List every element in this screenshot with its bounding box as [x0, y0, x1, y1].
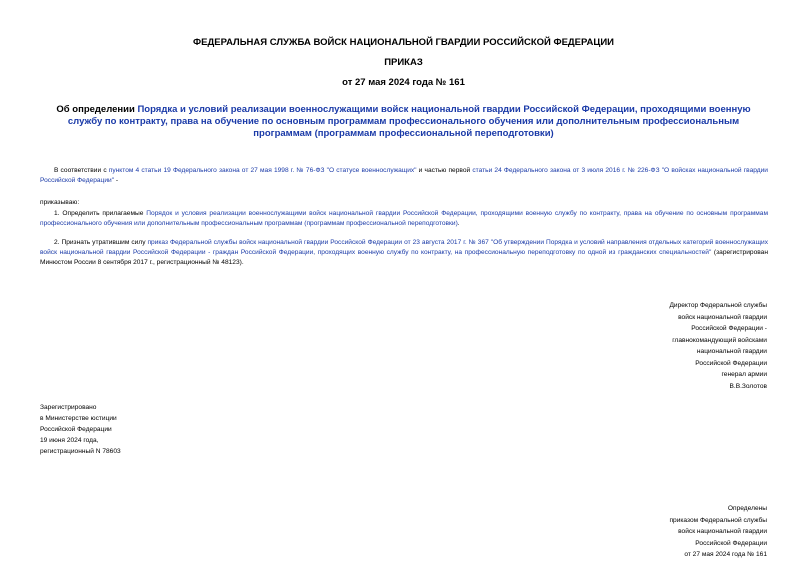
approval-line: Определены: [727, 505, 767, 512]
signature-name: В.В.Золотов: [729, 382, 767, 390]
signature-line: национальной гвардии: [696, 348, 767, 355]
registration-line: 19 июня 2024 года,: [40, 437, 99, 444]
approval-line: от 27 мая 2024 года № 161: [684, 551, 767, 558]
item1-text-2: .: [457, 220, 460, 227]
preamble-text-1: В соответствии с: [54, 167, 109, 174]
registration-block: [40, 402, 240, 457]
preamble-text-3: -: [114, 177, 119, 184]
signature-line: Российской Федерации: [695, 359, 767, 367]
signature-line: Директор Федеральной службы: [669, 302, 767, 309]
signature-line: Российской Федерации -: [691, 325, 767, 332]
title-prefix: Об определении: [56, 104, 138, 115]
registration-line: Российской Федерации: [40, 426, 112, 433]
organization-heading: ФЕДЕРАЛЬНАЯ СЛУЖБА ВОЙСК НАЦИОНАЛЬНОЙ ГВАРДИИ РОССИЙСКОЙ ФЕДЕРАЦИИ: [193, 37, 614, 48]
director-signature-block: [617, 300, 767, 392]
signature-line: генерал армии: [721, 371, 767, 378]
approval-block: [617, 503, 767, 561]
approval-line: войск национальной гвардии: [678, 528, 767, 535]
registration-line: Зарегистрировано: [40, 404, 97, 411]
approval-line: Российской Федерации: [695, 539, 767, 547]
order-word: [40, 198, 768, 208]
title-link[interactable]: Порядка и условий реализации военнослужащими войск национальной гвардии Российской Федерации, проходящими военную службу по контракту, права на обучение по основным программам профессионального обучения или дополнительным профессиональным программам (программам профессиональной переподготовки): [67, 104, 751, 139]
repealed-order-link[interactable]: приказ Федеральной службы войск национальной гвардии Российской Федерации от 23 августа 2017 г. № 367 "Об утверждении Порядка и условий направления отдельных категорий военнослужащих войск национальной гвардии Российской Федерации - граждан Российской Федерации, проходящих военную службу по контракту, на профессиональную переподготовку по одной из гражданских специальностей": [40, 239, 768, 256]
document-title: [52, 104, 755, 140]
item2-text-2: (зарегистрирован Минюстом России 8 сентября 2017 г., регистрационный № 48123).: [40, 249, 768, 266]
registration-line: в Министерстве юстиции: [40, 415, 117, 422]
preamble-paragraph: [40, 166, 768, 186]
document-date: от 27 мая 2024 года № 161: [342, 77, 465, 88]
document-type: ПРИКАЗ: [384, 57, 423, 68]
preamble-text-2: и частью первой: [416, 167, 473, 174]
order-item-1: [40, 209, 768, 229]
procedure-link[interactable]: Порядок и условия реализации военнослужащими войск национальной гвардии Российской Федерации, проходящими военную службу по контракту, права на обучение по основным программам профессионального обучения или дополнительным профессиональным программам (программам профессиональной переподготовки): [40, 210, 768, 227]
signature-line: войск национальной гвардии: [678, 313, 767, 321]
approval-line: приказом Федеральной службы: [669, 516, 767, 524]
law-226-link[interactable]: статьи 24 Федерального закона от 3 июля 2016 г. № 226-ФЗ "О войсках национальной гвардии Российской Федерации": [40, 167, 768, 184]
order-word-text: приказываю:: [40, 199, 80, 206]
registration-line: регистрационный N 78603: [40, 448, 121, 455]
item1-text-1: 1. Определить прилагаемые: [54, 210, 147, 217]
signature-line: главнокомандующий войсками: [672, 336, 767, 344]
item2-text-1: 2. Признать утратившим силу: [54, 239, 148, 246]
law-76-link[interactable]: пунктом 4 статьи 19 Федерального закона от 27 мая 1998 г. № 76-ФЗ "О статусе военнослужащих": [108, 167, 417, 174]
order-item-2: [40, 238, 768, 268]
